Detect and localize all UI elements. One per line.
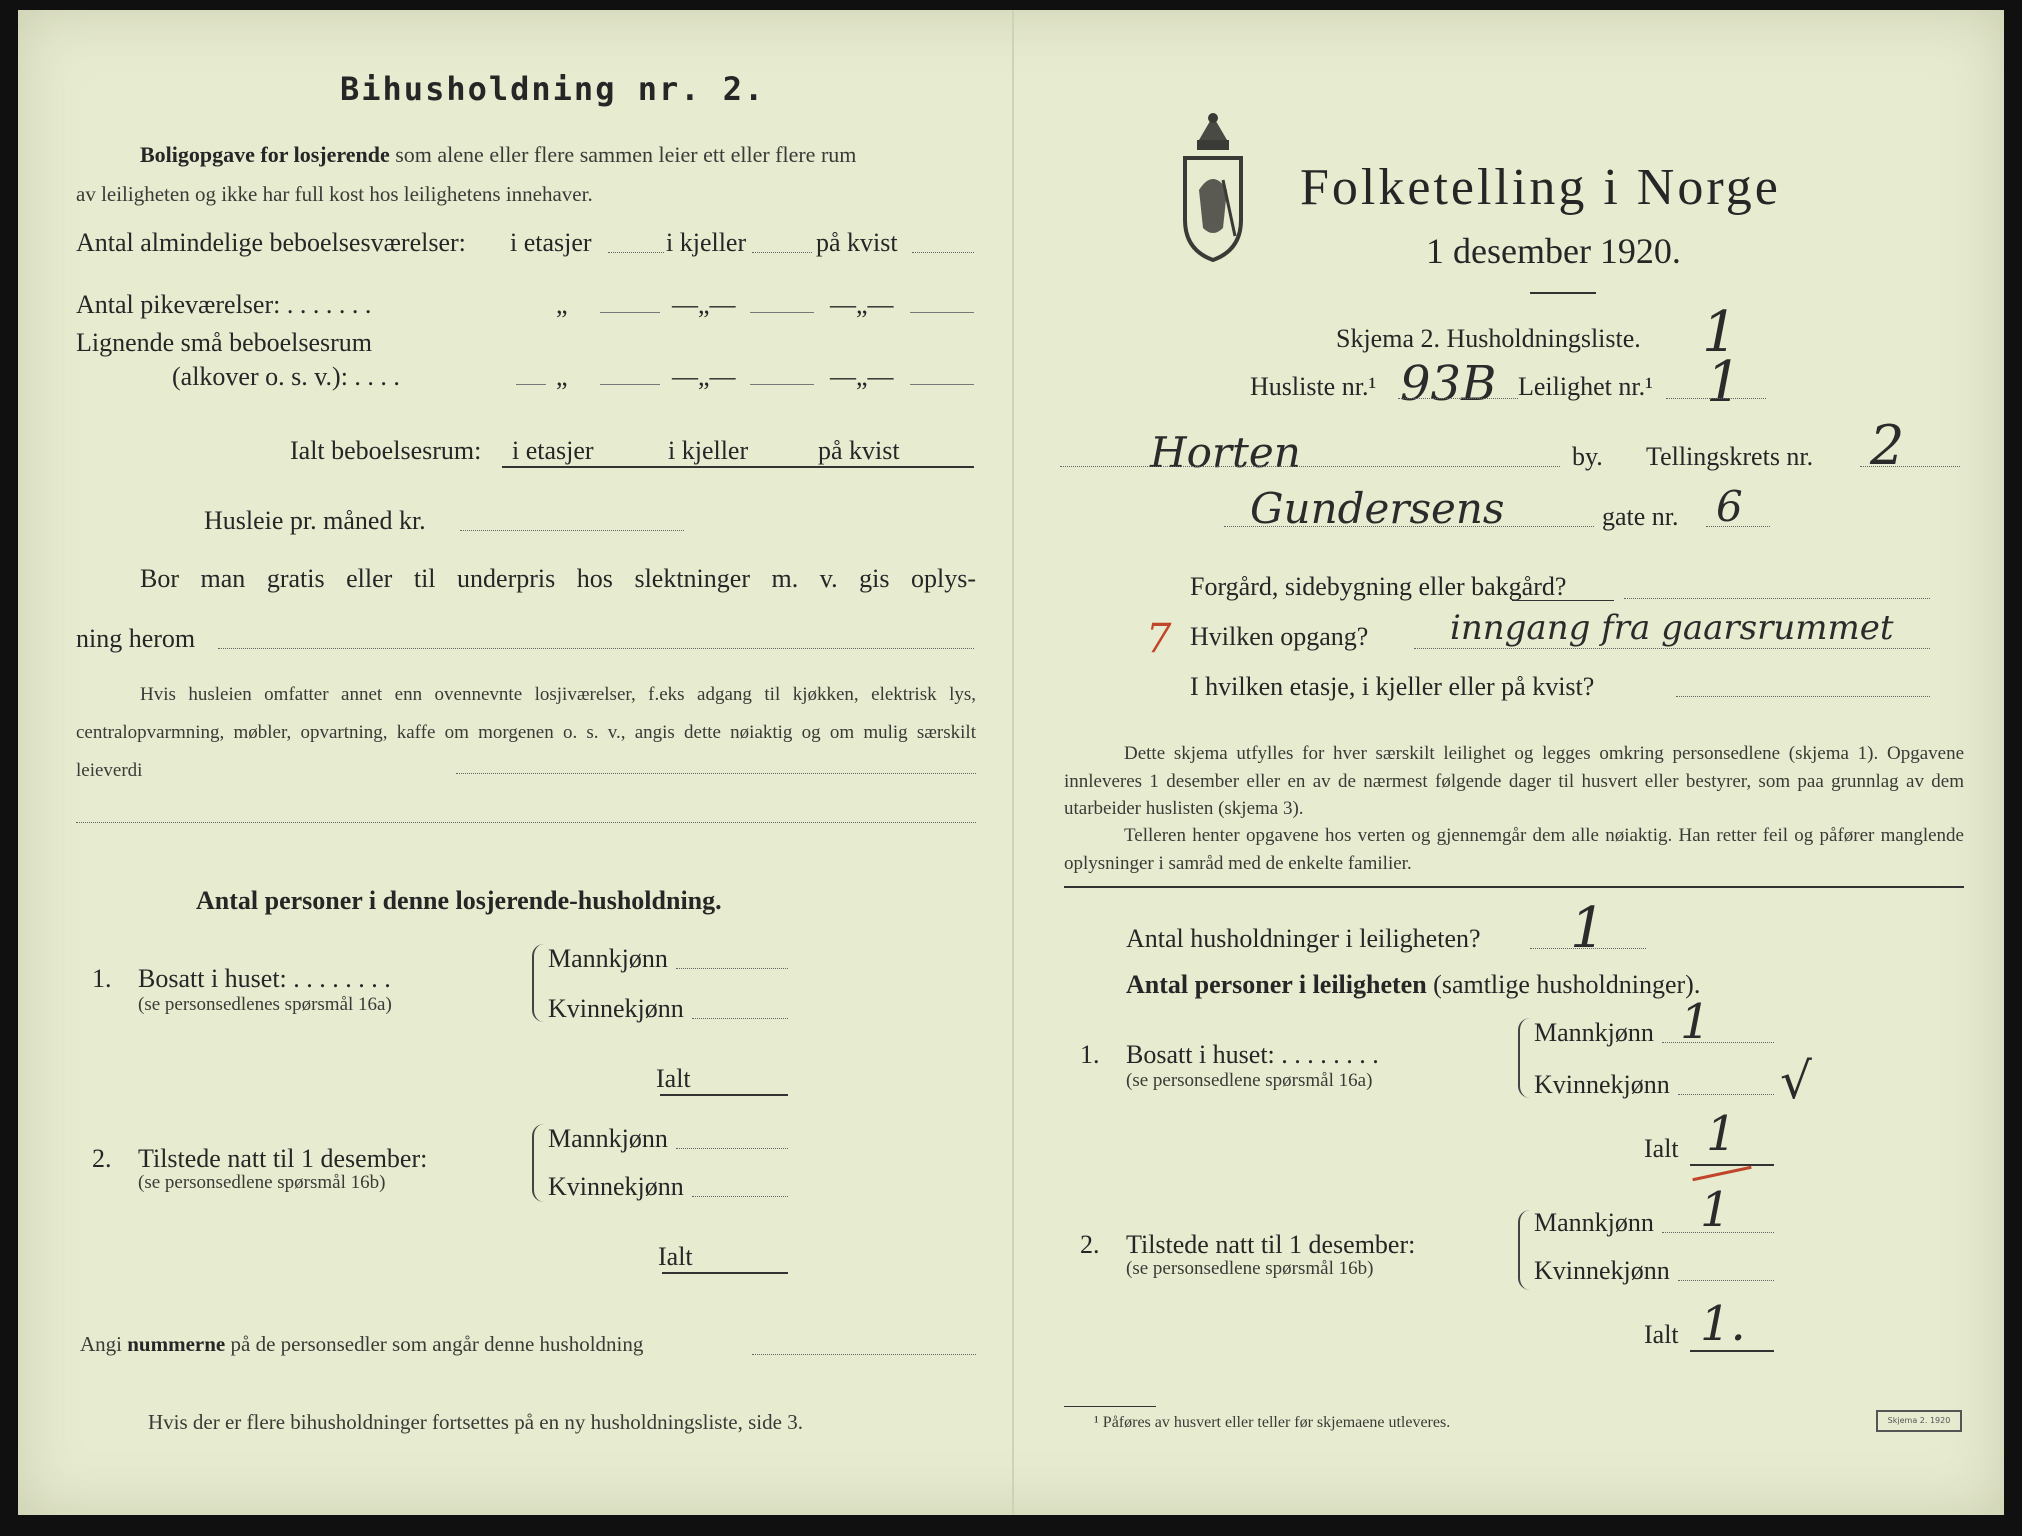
skjema-handwritten: 1 xyxy=(1702,300,1738,365)
leieverdi-field[interactable] xyxy=(456,773,976,774)
pike-label: Antal pikeværelser: . . . . . . . xyxy=(76,290,372,319)
husleie-label: Husleie pr. måned kr. xyxy=(204,506,426,535)
gate-label: gate nr. xyxy=(1602,502,1679,531)
krets-handwritten[interactable]: 2 xyxy=(1870,414,1905,477)
col-kvist: på kvist xyxy=(816,228,898,257)
col-etasjer: i etasjer xyxy=(510,228,592,257)
left-footer: Hvis der er flere bihusholdninger fortsettes på en ny husholdningsliste, side 3. xyxy=(148,1410,803,1434)
angi-line xyxy=(80,1332,643,1357)
etasje-label: I hvilken etasje, i kjeller eller på kvist? xyxy=(1190,672,1595,701)
leilighet-label: Leilighet nr.¹ xyxy=(1518,372,1653,401)
right-title: Folketelling i Norge xyxy=(1300,159,1781,216)
right-q1-ialt: Ialt xyxy=(1644,1134,1679,1163)
gate-handwritten[interactable]: Gundersens xyxy=(1250,484,1505,533)
rooms-label: Antal almindelige beboelsesværelser: xyxy=(76,228,466,257)
ialt-col-kvist: på kvist xyxy=(818,436,900,465)
left-q2-kvinne-field[interactable] xyxy=(692,1196,788,1197)
gratis-line-2: ning herom xyxy=(76,624,196,653)
left-q1-kvinne: Kvinnekjønn xyxy=(548,994,684,1023)
angi-pre: Angi xyxy=(80,1332,122,1356)
leilighet-field[interactable] xyxy=(1666,398,1766,399)
pike-ditto-2: —„— xyxy=(672,290,736,319)
lignende-lead xyxy=(516,384,546,385)
left-q1-mann-field[interactable] xyxy=(676,968,788,969)
lignende-kjeller-field[interactable] xyxy=(750,384,814,385)
ialt-beboelsesrum-label: Ialt beboelsesrum: xyxy=(290,436,482,465)
right-q1-mann-handwritten[interactable]: 1 xyxy=(1680,994,1711,1050)
right-q2-ialt-handwritten[interactable]: 1. xyxy=(1700,1296,1746,1352)
right-persons-heading xyxy=(1126,970,1700,1000)
ialt-col-etasjer: i etasjer xyxy=(512,436,594,465)
left-q2-mann-field[interactable] xyxy=(676,1148,788,1149)
rooms-kjeller-field[interactable] xyxy=(752,252,812,253)
instructions-1: Dette skjema utfylles for hver særskilt leilighet og legges omkring personsedlene (skjema 1). Opgavene innleveres 1 desember eller en av de nærmest følgende dager til husvert eller bestyrer, som paa grunnlag av dem utarbeider huslisten (skjema 3). xyxy=(1064,743,1964,820)
krets-field[interactable] xyxy=(1860,466,1960,467)
lignende-ditto-2: —„— xyxy=(672,362,736,391)
page-fold xyxy=(1012,10,1014,1515)
right-q1-mann: Mannkjønn xyxy=(1534,1018,1654,1047)
krets-label: Tellingskrets nr. xyxy=(1646,442,1814,471)
left-q2-brace xyxy=(532,1124,544,1202)
right-date: 1 desember 1920. xyxy=(1426,231,1681,271)
intro-bold: Boligopgave for losjerende xyxy=(140,142,390,167)
intro-rest: som alene eller flere sammen leier ett eller flere rum xyxy=(395,142,857,167)
husliste-field[interactable] xyxy=(1398,398,1518,399)
opgang-red-mark: 7 xyxy=(1146,616,1172,662)
right-q1-num: 1. xyxy=(1080,1040,1100,1069)
right-q2-ialt: Ialt xyxy=(1644,1320,1679,1349)
left-q1-kvinne-field[interactable] xyxy=(692,1018,788,1019)
rooms-kvist-field[interactable] xyxy=(912,252,974,253)
lignende-ditto-1: „ xyxy=(556,362,568,391)
right-q2-num: 2. xyxy=(1080,1230,1100,1259)
losji-note: Hvis husleien omfatter annet enn ovennevnte losjiværelser, f.eks adgang til kjøkken, elektrisk lys, centralopvarmning, møbler, opvartning, kaffe om morgenen o. s. v., angis dette nøiaktig og om mulig særskilt leieverdi xyxy=(76,684,976,781)
footnote-rule xyxy=(1064,1406,1156,1407)
lignende-ditto-3: —„— xyxy=(830,362,894,391)
lignende-kvist-field[interactable] xyxy=(910,384,974,385)
ialt-rule[interactable] xyxy=(502,466,974,468)
skjema-label: Skjema 2. Husholdningsliste. xyxy=(1336,324,1641,353)
lignende-label-2: (alkover o. s. v.): . . . . xyxy=(172,362,400,391)
etasje-field[interactable] xyxy=(1676,696,1930,697)
pike-kjeller-field[interactable] xyxy=(750,312,814,313)
left-q2-ialt-field[interactable] xyxy=(662,1272,788,1274)
persons-bold: Antal personer i leiligheten xyxy=(1126,970,1427,999)
right-q2-mann: Mannkjønn xyxy=(1534,1208,1654,1237)
by-field[interactable] xyxy=(1060,466,1560,467)
by-label: by. xyxy=(1572,442,1603,471)
right-q2-mann-handwritten[interactable]: 1 xyxy=(1700,1182,1731,1238)
left-intro-line-2: av leiligheten og ikke har full kost hos leilighetens innehaver. xyxy=(76,182,593,206)
left-q1-num: 1. xyxy=(92,964,112,993)
right-q2-label: Tilstede natt til 1 desember: xyxy=(1126,1230,1416,1259)
footnote: ¹ Påføres av husvert eller teller før skjemaene utleveres. xyxy=(1094,1414,1451,1431)
lignende-label-1: Lignende små beboelsesrum xyxy=(76,328,373,357)
right-q2-sub: (se personsedlene spørsmål 16b) xyxy=(1126,1258,1374,1279)
hush-handwritten[interactable]: 1 xyxy=(1570,896,1606,961)
instructions-rule xyxy=(1064,886,1964,888)
left-q1-label: Bosatt i huset: . . . . . . . . xyxy=(138,964,391,993)
pike-ditto-3: —„— xyxy=(830,290,894,319)
opgang-label: Hvilken opgang? xyxy=(1190,622,1369,651)
right-q2-kvinne: Kvinnekjønn xyxy=(1534,1256,1670,1285)
date-rule xyxy=(1530,292,1596,294)
right-q2-brace xyxy=(1518,1210,1530,1290)
leilighet-handwritten[interactable]: 1 xyxy=(1706,350,1742,415)
left-q2-ialt: Ialt xyxy=(658,1242,693,1271)
rooms-etasjer-field[interactable] xyxy=(608,252,664,253)
lignende-etasjer-field[interactable] xyxy=(600,384,660,385)
husleie-field[interactable] xyxy=(460,530,684,531)
printer-stamp: Skjema 2. 1920 xyxy=(1876,1410,1962,1432)
right-q1-sub: (se personsedlene spørsmål 16a) xyxy=(1126,1070,1373,1091)
left-q1-ialt-field[interactable] xyxy=(660,1094,788,1096)
col-kjeller: i kjeller xyxy=(666,228,747,257)
pike-etasjer-field[interactable] xyxy=(600,312,660,313)
pike-kvist-field[interactable] xyxy=(910,312,974,313)
gate-nr-field[interactable] xyxy=(1706,526,1770,527)
check-mark-handwritten: √ xyxy=(1780,1052,1812,1110)
forgard-label: Forgård, sidebygning eller bakgård? xyxy=(1190,572,1567,601)
right-q2-kvinne-field[interactable] xyxy=(1678,1280,1774,1281)
opgang-handwritten[interactable]: inngang fra gaarsrummet xyxy=(1450,608,1894,648)
hush-label: Antal husholdninger i leiligheten? xyxy=(1126,924,1481,953)
left-q2-mann: Mannkjønn xyxy=(548,1124,668,1153)
forgard-field[interactable] xyxy=(1624,598,1930,599)
gate-field[interactable] xyxy=(1224,526,1594,527)
gate-nr-handwritten[interactable]: 6 xyxy=(1716,482,1743,531)
left-persons-heading: Antal personer i denne losjerende-husholdning. xyxy=(196,886,722,915)
by-handwritten[interactable]: Horten xyxy=(1150,428,1301,477)
husliste-label: Husliste nr.¹ xyxy=(1250,372,1377,401)
right-q1-label: Bosatt i huset: . . . . . . . . xyxy=(1126,1040,1379,1069)
right-q1-ialt-field[interactable] xyxy=(1690,1164,1774,1166)
left-q2-label: Tilstede natt til 1 desember: xyxy=(138,1144,428,1173)
opgang-field[interactable] xyxy=(1414,648,1930,649)
husliste-handwritten[interactable]: 93B xyxy=(1400,356,1497,412)
instructions-2: Telleren henter opgavene hos verten og gjennemgår dem alle nøiaktig. Han retter feil og påfører manglende oplysninger i samråd med de enkelte familier. xyxy=(1064,825,1964,874)
angi-post: på de personsedler som angår denne husholdning xyxy=(230,1332,644,1356)
right-q2-mann-field[interactable] xyxy=(1662,1232,1774,1233)
left-q1-ialt: Ialt xyxy=(656,1064,691,1093)
left-intro-line-1 xyxy=(140,142,856,168)
angi-field[interactable] xyxy=(752,1354,976,1355)
right-q1-mann-field[interactable] xyxy=(1662,1042,1774,1043)
right-q2-ialt-field[interactable] xyxy=(1690,1350,1774,1352)
leieverdi-field-2[interactable] xyxy=(76,822,976,823)
right-q1-kvinne-field[interactable] xyxy=(1678,1094,1774,1095)
left-title: Bihusholdning nr. 2. xyxy=(340,70,766,108)
norway-coat-of-arms-icon xyxy=(1177,110,1249,262)
right-q1-ialt-handwritten[interactable]: 1 xyxy=(1706,1106,1737,1162)
right-q1-kvinne: Kvinnekjønn xyxy=(1534,1070,1670,1099)
pike-ditto-1: „ xyxy=(556,290,568,319)
left-q2-sub: (se personsedlene spørsmål 16b) xyxy=(138,1172,386,1193)
right-q1-brace xyxy=(1518,1018,1530,1098)
bakgard-underline xyxy=(1512,600,1614,601)
left-q1-sub: (se personsedlenes spørsmål 16a) xyxy=(138,994,392,1015)
left-q2-kvinne: Kvinnekjønn xyxy=(548,1172,684,1201)
gratis-line-1: Bor man gratis eller til underpris hos slektninger m. v. gis oplys- xyxy=(140,564,976,593)
left-q1-mann: Mannkjønn xyxy=(548,944,668,973)
ialt-col-kjeller: i kjeller xyxy=(668,436,749,465)
hush-field[interactable] xyxy=(1530,948,1646,949)
left-q1-brace xyxy=(532,944,544,1022)
gratis-field[interactable] xyxy=(218,648,974,649)
left-q2-num: 2. xyxy=(92,1144,112,1173)
angi-bold: nummerne xyxy=(127,1332,226,1356)
persons-rest: (samtlige husholdninger). xyxy=(1433,970,1701,999)
